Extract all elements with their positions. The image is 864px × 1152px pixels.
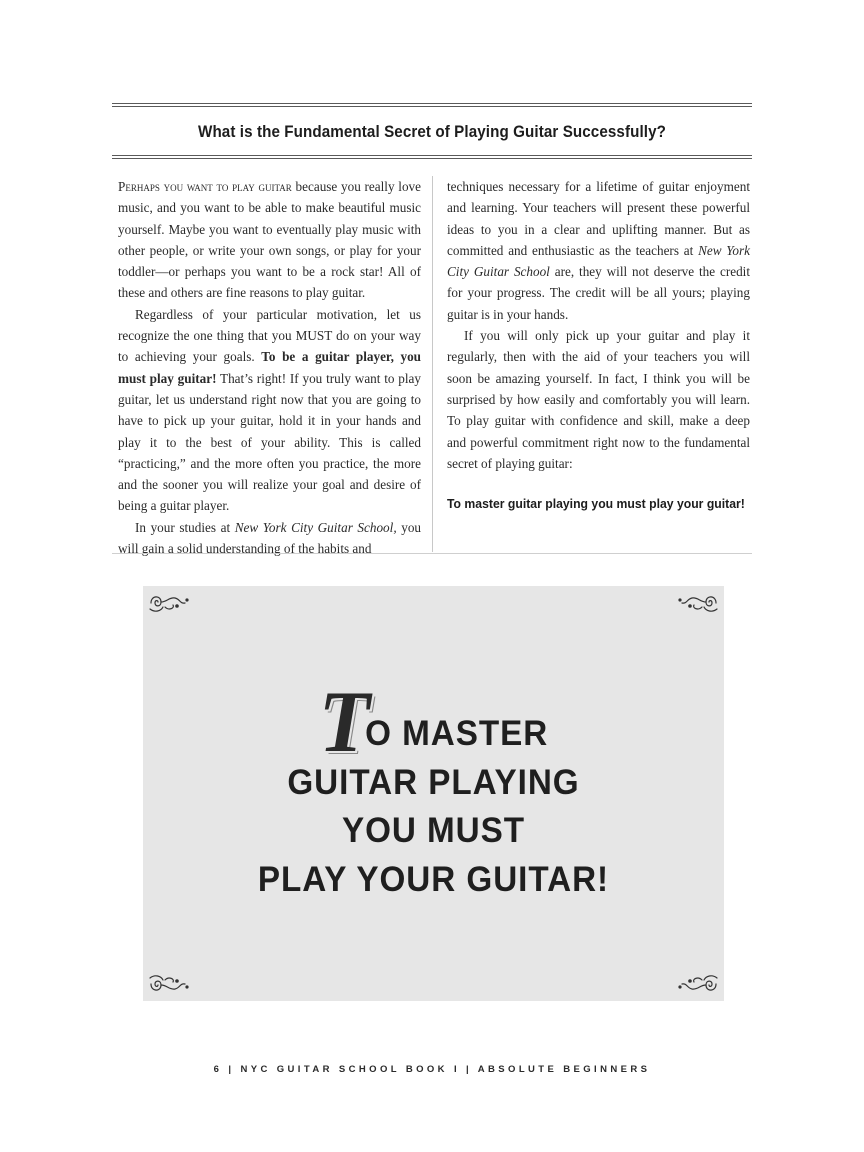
callout-text — [143, 674, 724, 904]
callout-line-3: YOU MUST — [341, 811, 526, 850]
closing-statement: To master guitar playing you must play your guitar! — [447, 496, 745, 511]
flourish-icon — [147, 589, 193, 615]
right-column — [447, 176, 750, 474]
school-name: New York City Guitar School — [447, 242, 751, 280]
section-bottom-rule — [112, 553, 752, 554]
header-rule-top-inner — [112, 106, 752, 107]
flourish-icon — [674, 589, 720, 615]
paragraph: Perhaps you want to play guitar because you really love music, and you want to be able to make beautiful music yourself. Maybe you want to eventually play music with other people, or write your own songs, or play for your toddler—or perhaps you want to be a rock star! All of these and others are fine reasons to play guitar. — [118, 179, 421, 301]
left-column — [118, 176, 421, 559]
callout-line-2: GUITAR PLAYING — [287, 762, 580, 802]
paragraph: Regardless of your particular motivation, let us recognize the one thing that you MUST do on your way to achieving your goals. To be a guitar player, you must play guitar! That’s right! If you truly want to play guitar, let us understand right now that you are going to have to pick up your guitar, hold it in your hands and play it to the best of your ability. This is called “practicing,” and the more often you practice, the more and the sooner you will realize your goal and desire of being a guitar player. — [118, 306, 421, 514]
page-footer: 6 | NYC GUITAR SCHOOL BOOK I | ABSOLUTE BEGINNERS — [213, 1064, 651, 1075]
callout-line-4: PLAY YOUR GUITAR! — [257, 859, 610, 899]
column-divider — [432, 176, 433, 552]
callout-line-1: TO MASTER — [318, 674, 549, 771]
school-name: New York City Guitar School, — [234, 519, 397, 535]
section-heading: What is the Fundamental Secret of Playing Guitar Successfully? — [198, 122, 666, 141]
header-rule-bottom-inner — [112, 158, 752, 159]
callout-box — [143, 586, 724, 1001]
drop-cap: T — [318, 674, 371, 771]
flourish-icon — [674, 972, 720, 998]
lead-in: Perhaps you want to play guitar — [118, 179, 292, 194]
paragraph: techniques necessary for a lifetime of guitar enjoyment and learning. Your teachers will present these powerful ideas to you in a clear and uplifting manner. But as committed and enthusiastic as the teachers at New York City Guitar School are, they will not deserve the credit for your progress. The credit will be all yours; playing guitar is in your hands. — [447, 179, 751, 322]
header-rule-bottom — [112, 155, 752, 156]
paragraph: If you will only pick up your guitar and play it regularly, then with the aid of your teachers you will soon be amazing yourself. In fact, I think you will be surprised by how easily and comfortably you will learn. To play guitar with confidence and skill, make a deep and powerful commitment right now to the fundamental secret of playing guitar: — [447, 328, 750, 471]
header-rule-top — [112, 103, 752, 104]
flourish-icon — [147, 972, 193, 998]
paragraph: In your studies at New York City Guitar School, you will gain a solid understanding of the habits and — [118, 519, 422, 557]
emphasis: To be a guitar player, you must play guitar! — [118, 349, 421, 386]
